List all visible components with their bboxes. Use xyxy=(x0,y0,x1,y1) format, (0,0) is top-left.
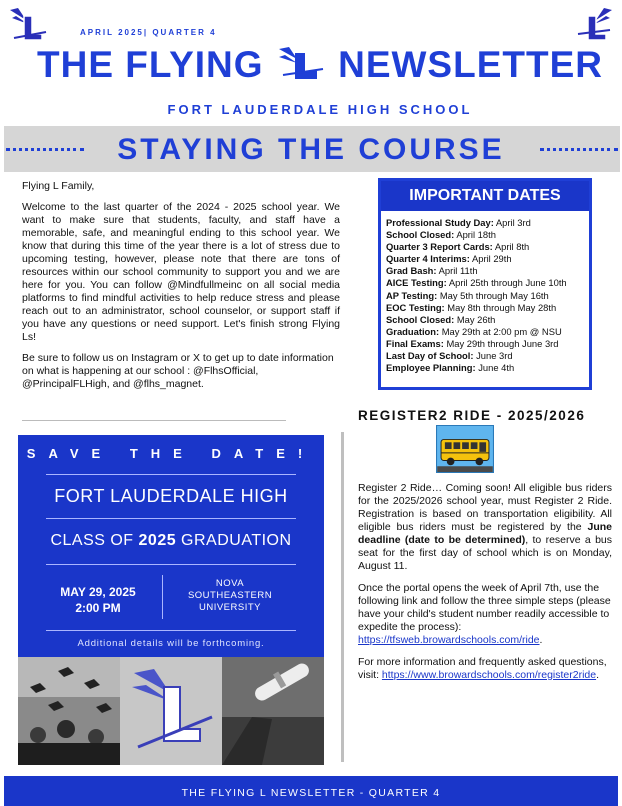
faq-paragraph xyxy=(358,656,612,682)
date-item xyxy=(386,362,591,374)
divider xyxy=(22,420,286,421)
event-date: MAY 29, 2025 xyxy=(60,585,136,599)
intro-letter xyxy=(22,180,340,399)
save-date-time xyxy=(40,584,156,616)
column-divider xyxy=(341,432,344,762)
date-label: Grad Bash: xyxy=(386,265,437,277)
date-value: June 4th xyxy=(475,362,515,374)
date-label: School Closed: xyxy=(386,313,455,325)
important-dates-heading: IMPORTANT DATES xyxy=(381,181,589,211)
flying-l-logo-icon xyxy=(6,4,50,48)
flying-l-logo-icon xyxy=(120,657,222,765)
date-label: EOC Testing: xyxy=(386,301,445,313)
faq-text-end: . xyxy=(596,669,600,681)
newsletter-title xyxy=(0,44,622,86)
date-value: May 26th xyxy=(454,313,496,325)
diploma-photo xyxy=(222,657,324,765)
register-paragraph xyxy=(358,482,612,573)
portal-text: Once the portal opens the week of April 7th, use the following link and follow the three simple steps (please have your child's student number readily accessible to expedite the process): xyxy=(358,582,611,633)
event-year: 2025 xyxy=(138,532,177,549)
ride-portal-link[interactable]: https://tfsweb.browardschools.com/ride xyxy=(358,634,540,646)
greeting: Flying L Family, xyxy=(22,180,95,192)
title-left: THE FLYING xyxy=(37,44,264,85)
graduates-photo xyxy=(18,657,120,765)
register2ride-link[interactable]: https://www.browardschools.com/register2ride xyxy=(381,669,597,681)
register-body xyxy=(358,482,612,691)
flying-l-logo-icon xyxy=(572,4,616,48)
register-text: Register 2 Ride… Coming soon! All eligible bus riders for the 2025/2026 school year, must Register 2 Ride. Registration is based on transportation eligibility. All eligible bus riders must be registered by the xyxy=(358,482,612,533)
date-item xyxy=(386,326,591,338)
divider xyxy=(46,564,296,565)
date-value: April 11th xyxy=(436,265,478,277)
register-title: REGISTER2 RIDE - 2025/2026 xyxy=(358,408,586,423)
date-value: April 8th xyxy=(492,241,530,253)
date-item xyxy=(386,241,591,253)
date-label: Quarter 4 Interims: xyxy=(386,253,470,265)
date-value: April 29th xyxy=(469,253,512,265)
divider xyxy=(162,575,163,619)
date-item xyxy=(386,302,591,314)
important-dates-list xyxy=(386,217,591,374)
date-item xyxy=(386,265,591,277)
date-item xyxy=(386,217,591,229)
date-value: May 29th through June 3rd xyxy=(443,337,559,349)
save-the-date-heading: SAVE THE DATE! xyxy=(26,446,316,461)
divider xyxy=(46,630,296,631)
date-value: April 3rd xyxy=(493,217,531,228)
register-deadline: June deadline (date to be determined) xyxy=(358,521,612,546)
date-label: Employee Planning: xyxy=(386,362,476,374)
date-item xyxy=(386,338,591,350)
register-text: , to reserve a bus seat for the first day of school which is on Monday, August 11. xyxy=(358,534,613,572)
banner-title: STAYING THE COURSE xyxy=(117,133,505,166)
date-value: May 5th through May 16th xyxy=(437,289,549,301)
date-label: Quarter 3 Report Cards: xyxy=(386,241,493,253)
social-paragraph: Be sure to follow us on Instagram or X to get up to date information on what is happening at our school : @FlhsOfficial, @PrincipalFLHigh, and @flhs_magnet. xyxy=(22,352,334,390)
date-value: April 25th through June 10th xyxy=(446,277,567,289)
intro-paragraph: Welcome to the last quarter of the 2024 - 2025 school year. We want to make sure that students, faculty, and staff have a memorable, safe, and meaningful ending to this school year. We know that during this time of the year there is a lot of stress due to upcoming testing, however, please note that there are tons of resources within our school community to support you and we are here for you. You can follow @Mindfullmeinc on all social media platforms to find mindful activities to help reduce stress and please reach out to an administrator, school counselor, or support staff if you have any questions or need support. Let's finish strong Flying Ls! xyxy=(22,201,340,343)
divider xyxy=(46,518,296,519)
date-label: Final Exams: xyxy=(386,337,444,349)
save-event-name xyxy=(18,532,324,550)
save-school-name: FORT LAUDERDALE HIGH xyxy=(54,486,288,506)
faq-text: For more information and frequently asked questions, visit: xyxy=(358,656,607,681)
date-item xyxy=(386,350,591,362)
portal-paragraph xyxy=(358,582,612,647)
date-item xyxy=(386,253,591,265)
date-label: Professional Study Day: xyxy=(386,217,494,228)
title-right: NEWSLETTER xyxy=(338,44,603,85)
date-value: June 3rd xyxy=(473,350,513,362)
event-suffix: GRADUATION xyxy=(176,532,292,549)
date-item xyxy=(386,229,591,241)
date-label: Graduation: xyxy=(386,325,440,337)
date-label: Last Day of School: xyxy=(386,350,474,362)
date-item xyxy=(386,277,591,289)
date-value: May 29th at 2:00 pm @ NSU xyxy=(439,325,562,337)
date-item xyxy=(386,314,591,326)
footer-text: THE FLYING L NEWSLETTER - QUARTER 4 xyxy=(181,787,441,799)
flying-l-logo-icon xyxy=(275,45,327,83)
date-value: April 18th xyxy=(454,229,496,241)
date-item xyxy=(386,290,591,302)
date-value: May 8th through May 28th xyxy=(444,301,557,313)
event-prefix: CLASS OF xyxy=(50,532,139,549)
divider xyxy=(46,474,296,475)
date-label: School Closed: xyxy=(386,229,455,241)
event-time: 2:00 PM xyxy=(75,601,121,615)
school-subtitle: FORT LAUDERDALE HIGH SCHOOL xyxy=(167,102,473,117)
location-line: NOVA xyxy=(215,578,245,589)
issue-dateline: APRIL 2025| QUARTER 4 xyxy=(80,28,217,37)
location-line: UNIVERSITY xyxy=(198,602,261,613)
save-location xyxy=(170,578,290,614)
date-label: AICE Testing: xyxy=(386,277,447,289)
school-bus-icon xyxy=(436,425,494,473)
location-line: SOUTHEASTERN xyxy=(187,590,273,601)
date-label: AP Testing: xyxy=(386,289,438,301)
portal-text-end: . xyxy=(539,634,543,646)
save-note: Additional details will be forthcoming. xyxy=(77,638,265,649)
